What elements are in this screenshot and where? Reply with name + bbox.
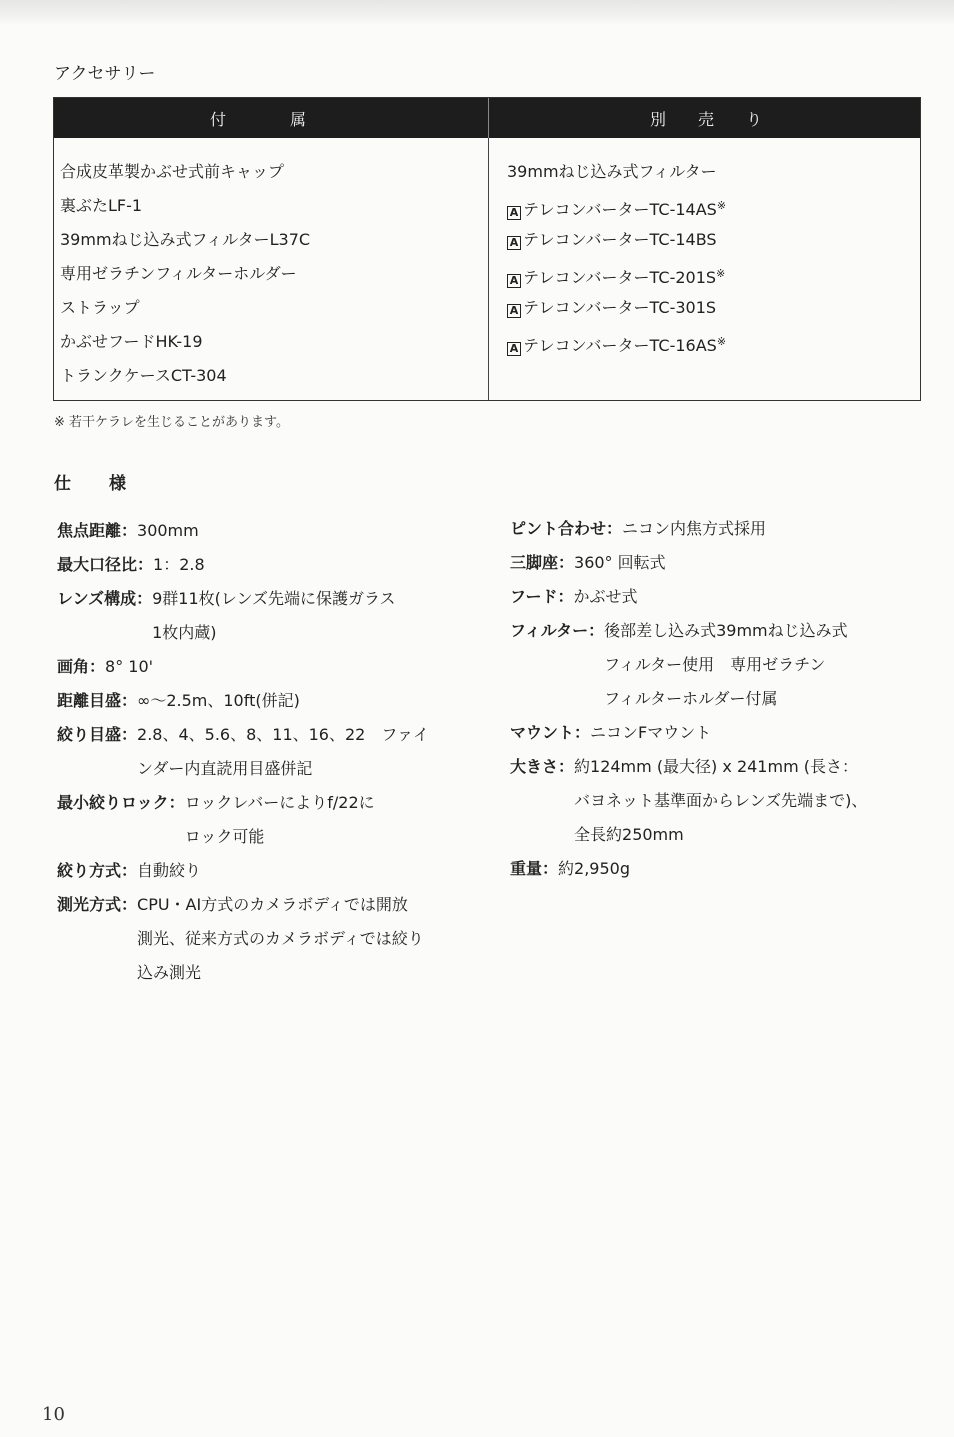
spec-label: 三脚座：	[510, 553, 575, 572]
vignetting-asterisk: ※	[716, 267, 726, 280]
spec-label: フード：	[510, 587, 574, 606]
page-number: 10	[42, 1404, 65, 1425]
sold-separately-text: テレコンバーターTC-16AS	[523, 336, 717, 355]
scan-edge-band	[0, 0, 954, 26]
sold-separately-text: 39mmねじ込み式フィルター	[507, 162, 717, 181]
header-sold-separately: 別 売 り	[650, 110, 763, 129]
header-included: 付 属	[210, 110, 307, 129]
spec-value: ∞～2.5m、10ft(併記)	[137, 691, 300, 710]
spec-row	[57, 650, 477, 684]
spec-row	[510, 716, 930, 750]
spec-row	[510, 512, 930, 546]
spec-label: 大きさ：	[510, 757, 575, 776]
included-item: 専用ゼラチンフィルターホルダー	[60, 264, 297, 283]
spec-value-continued: 全長約250mm	[574, 825, 684, 844]
ai-nikkor-mark-icon: A	[507, 206, 521, 220]
sold-separately-item	[507, 160, 726, 194]
sold-separately-text: テレコンバーターTC-14AS	[523, 200, 717, 219]
spec-value-continued: フィルターホルダー付属	[604, 689, 778, 708]
header-column-divider	[488, 98, 489, 138]
spec-value-continued: 1枚内蔵)	[152, 623, 217, 642]
specs-title-b: 様	[109, 474, 126, 494]
spec-label: 距離目盛：	[57, 691, 138, 710]
accessories-table-header	[54, 98, 920, 138]
spec-label: 最大口径比：	[57, 555, 154, 574]
ai-nikkor-mark-icon: A	[507, 274, 521, 288]
spec-label: 焦点距離：	[57, 521, 138, 540]
spec-value: 約124mm (最大径) x 241mm (長さ：	[574, 757, 858, 776]
specs-left-column	[57, 514, 477, 990]
included-item: かぶせフードHK-19	[60, 332, 203, 351]
specs-right-column	[510, 512, 930, 886]
spec-label: 絞り目盛：	[57, 725, 138, 744]
spec-row	[57, 786, 477, 854]
spec-value: 自動絞り	[137, 861, 202, 880]
included-item: 裏ぶたLF-1	[60, 196, 143, 215]
ai-nikkor-mark-icon: A	[507, 304, 521, 318]
spec-value-continued: バヨネット基準面からレンズ先端まで)、	[574, 791, 868, 810]
spec-row	[57, 514, 477, 548]
sold-separately-text: テレコンバーターTC-201S	[523, 268, 717, 287]
spec-row	[57, 854, 477, 888]
spec-value: ロックレバーによりf/22に	[184, 793, 375, 812]
spec-label: ピント合わせ：	[510, 519, 623, 538]
spec-value: ニコンFマウント	[590, 723, 712, 742]
spec-label: 画角：	[57, 657, 106, 676]
spec-value: 1：2.8	[153, 555, 205, 574]
sold-separately-list	[507, 160, 726, 364]
spec-value: ニコン内焦方式採用	[622, 519, 767, 538]
sold-separately-item	[507, 296, 726, 330]
spec-row	[510, 852, 930, 886]
spec-value: 2.8、4、5.6、8、11、16、22 ファイ	[137, 725, 430, 744]
included-item: ストラップ	[60, 298, 140, 317]
spec-value: 8° 10'	[105, 657, 154, 676]
spec-value-continued: ロック可能	[184, 827, 265, 846]
sold-separately-item	[507, 228, 726, 262]
vignetting-asterisk: ※	[716, 335, 727, 348]
accessories-table	[53, 97, 921, 401]
table-column-divider	[488, 98, 489, 400]
spec-value-continued: フィルター使用 専用ゼラチン	[604, 655, 826, 674]
spec-row	[57, 718, 477, 786]
spec-label: 重量：	[510, 859, 559, 878]
spec-row	[57, 684, 477, 718]
specs-title	[54, 469, 126, 494]
sold-separately-text: テレコンバーターTC-14BS	[523, 230, 717, 249]
spec-label: フィルター：	[510, 621, 605, 640]
ai-nikkor-mark-icon: A	[507, 236, 521, 250]
included-items-list	[60, 160, 310, 398]
spec-value-continued: ンダー内直読用目盛併記	[137, 759, 313, 778]
vignetting-asterisk: ※	[716, 199, 727, 212]
sold-separately-item	[507, 194, 726, 228]
included-item: トランクケースCT-304	[60, 366, 227, 385]
spec-row	[510, 546, 930, 580]
spec-label: 絞り方式：	[57, 861, 138, 880]
vignetting-note: ※ 若干ケラレを生じることがあります。	[54, 415, 289, 430]
spec-label: 測光方式：	[57, 895, 138, 914]
spec-value-continued: 込み測光	[137, 963, 202, 982]
spec-value: かぶせ式	[573, 587, 638, 606]
spec-value: 9群11枚(レンズ先端に保護ガラス	[152, 589, 396, 608]
ai-nikkor-mark-icon: A	[507, 342, 521, 356]
included-item: 合成皮革製かぶせ式前キャップ	[60, 162, 285, 181]
sold-separately-item	[507, 262, 726, 296]
spec-row	[510, 580, 930, 614]
spec-row	[510, 614, 930, 716]
included-item: 39mmねじ込み式フィルターL37C	[60, 230, 311, 249]
spec-row	[57, 548, 477, 582]
spec-value: 後部差し込み式39mmねじ込み式	[604, 621, 848, 640]
spec-value: CPU・AI方式のカメラボディでは開放	[137, 895, 408, 914]
spec-value-continued: 測光、従来方式のカメラボディでは絞り	[137, 929, 424, 948]
spec-label: レンズ構成：	[57, 589, 153, 608]
sold-separately-text: テレコンバーターTC-301S	[523, 298, 717, 317]
specs-title-a: 仕	[54, 474, 71, 494]
spec-row	[57, 888, 477, 990]
spec-label: 最小絞りロック：	[57, 793, 185, 812]
spec-value: 300mm	[137, 521, 199, 540]
spec-row	[510, 750, 930, 852]
spec-value: 360° 回転式	[574, 553, 666, 572]
spec-value: 約2,950g	[558, 859, 630, 878]
sold-separately-item	[507, 330, 726, 364]
spec-label: マウント：	[510, 723, 591, 742]
accessories-title: アクセサリー	[54, 64, 156, 84]
spec-row	[57, 582, 477, 650]
